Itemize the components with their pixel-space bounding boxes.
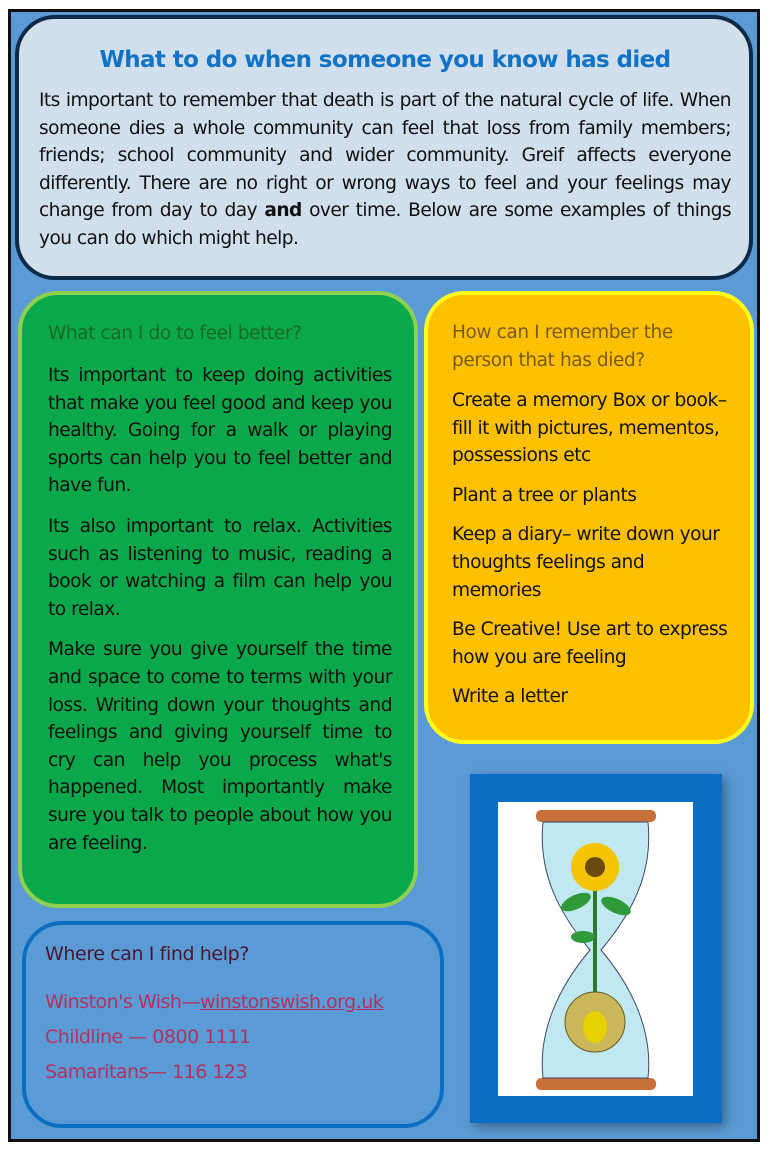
picture-frame: [470, 774, 722, 1123]
remember-title: How can I remember the person that has died?: [452, 322, 673, 371]
hourglass-sunflower-illustration: [498, 802, 693, 1096]
feel-better-paragraph: Its also important to relax. Activities such as listening to music, reading a book or watching a film can help you to relax.: [48, 515, 392, 620]
help-childline: [45, 1020, 440, 1055]
remember-item: Write a letter: [452, 686, 568, 708]
help-panel: [22, 921, 444, 1128]
page-title: What to do when someone you know has died: [99, 47, 671, 73]
feel-better-paragraph: Its important to keep doing activities that make you feel good and keep you healthy. Going for a walk or playing sports can help you to feel better and have fun.: [48, 365, 392, 497]
intro-text-part: Its important to remember that death is part of the natural cycle of life. When someone dies a whole community can feel that loss from family members; friends; school community and wider community. Greif affects everyone differently. There are no right or wrong ways to feel and your feelings may change from day to day: [39, 90, 731, 222]
childline-number: — 0800 1111: [122, 1026, 251, 1048]
help-winstons-wish: [45, 985, 440, 1020]
winstons-wish-link[interactable]: winstonswish.org.uk: [199, 991, 384, 1013]
help-samaritans: [45, 1055, 440, 1090]
intro-text-part: over time. Below are some examples of things you can do which might help.: [39, 200, 732, 249]
intro-text: [39, 87, 731, 253]
feel-better-panel: [18, 291, 418, 908]
help-title: Where can I find help?: [45, 943, 249, 965]
samaritans-label: Samaritans: [45, 1061, 148, 1083]
intro-panel: [15, 15, 753, 280]
feel-better-title: What can I do to feel better?: [48, 323, 302, 344]
remember-item: Be Creative! Use art to express how you are feeling: [452, 619, 728, 668]
remember-panel: [424, 291, 754, 744]
remember-item: Keep a diary– write down your thoughts feelings and memories: [452, 524, 720, 601]
feel-better-paragraph: Make sure you give yourself the time and space to come to terms with your loss. Writing down your thoughts and feelings and giving yourself time to cry can help you process what's happened. Most importantly make sure you talk to people about how you are feeling.: [48, 639, 392, 854]
samaritans-number: — 116 123: [147, 1061, 248, 1083]
remember-item: Create a memory Box or book– fill it with pictures, mementos, possessions etc: [452, 390, 727, 467]
poster: [8, 9, 760, 1142]
intro-text-bold: and: [264, 200, 302, 222]
winstons-wish-label: Winston's Wish—: [45, 991, 200, 1013]
remember-item: Plant a tree or plants: [452, 484, 637, 506]
childline-label: Childline: [45, 1026, 123, 1048]
